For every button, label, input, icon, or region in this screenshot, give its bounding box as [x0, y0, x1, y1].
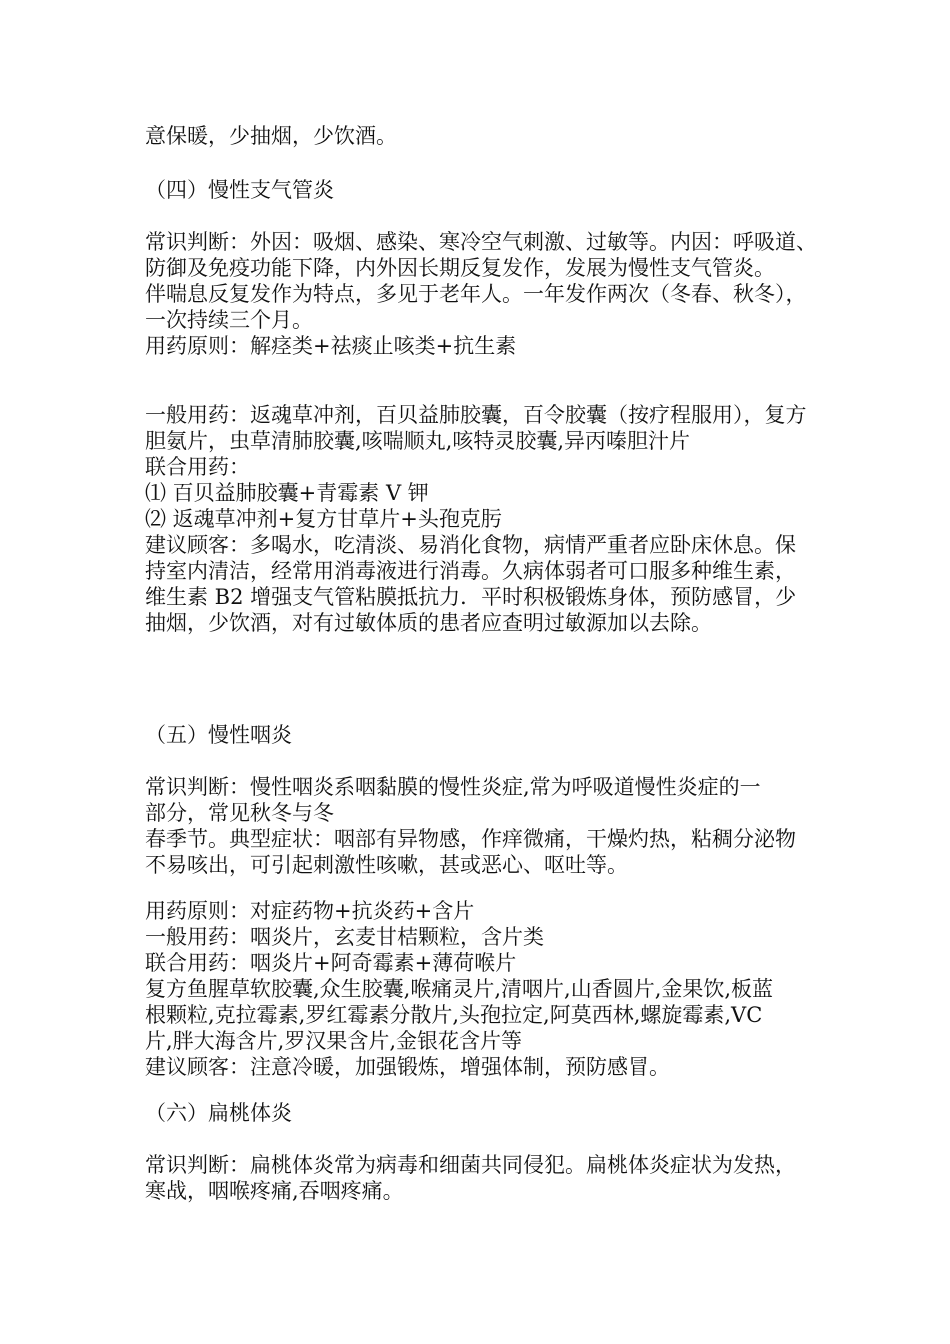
paragraph-line: 部分，常见秋冬与冬: [145, 801, 334, 825]
section-heading-tonsillitis: （六）扁桃体炎: [145, 1101, 292, 1125]
paragraph-line: 常识判断：外因：吸烟、感染、寒冷空气刺激、过敏等。内因：呼吸道、: [145, 230, 817, 254]
paragraph-line: 防御及免疫功能下降，内外因长期反复发作，发展为慢性支气管炎。: [145, 256, 775, 280]
paragraph-line: 根颗粒,克拉霉素,罗红霉素分散片,头孢拉定,阿莫西林,螺旋霉素,VC: [145, 1003, 763, 1027]
paragraph-line: 一般用药：咽炎片，玄麦甘桔颗粒，含片类: [145, 925, 544, 949]
paragraph-line: 不易咳出，可引起刺激性咳嗽，甚或恶心、呕吐等。: [145, 853, 628, 877]
section-heading-chronic-bronchitis: （四）慢性支气管炎: [145, 178, 334, 202]
paragraph-line: 春季节。典型症状：咽部有异物感，作痒微痛，干燥灼热，粘稠分泌物: [145, 827, 796, 851]
section-heading-chronic-pharyngitis: （五）慢性咽炎: [145, 723, 292, 747]
paragraph-line: 复方鱼腥草软胶囊,众生胶囊,喉痛灵片,清咽片,山香圆片,金果饮,板蓝: [145, 977, 774, 1001]
paragraph-line: 意保暖，少抽烟，少饮酒。: [145, 124, 397, 148]
paragraph-line: 建议顾客：注意冷暖，加强锻炼，增强体制，预防感冒。: [145, 1055, 670, 1079]
paragraph-line: 建议顾客：多喝水，吃清淡、易消化食物，病情严重者应卧床休息。保: [145, 533, 796, 557]
paragraph-line: 常识判断：慢性咽炎系咽黏膜的慢性炎症,常为呼吸道慢性炎症的一: [145, 775, 761, 799]
paragraph-line: 一般用药：返魂草冲剂，百贝益肺胶囊，百令胶囊（按疗程服用），复方: [145, 403, 807, 427]
paragraph-line: 伴喘息反复发作为特点，多见于老年人。一年发作两次（冬春、秋冬），: [145, 282, 807, 306]
paragraph-line: 维生素 B2 增强支气管粘膜抵抗力．平时积极锻炼身体，预防感冒，少: [145, 585, 797, 609]
paragraph-line: 持室内清洁，经常用消毒液进行消毒。久病体弱者可口服多种维生素，: [145, 559, 796, 583]
paragraph-line: 片,胖大海含片,罗汉果含片,金银花含片等: [145, 1029, 523, 1053]
paragraph-line: 寒战，咽喉疼痛,吞咽疼痛。: [145, 1179, 404, 1203]
paragraph-line: ⑵ 返魂草冲剂+复方甘草片+头孢克肟: [145, 507, 502, 531]
paragraph-line: 用药原则：对症药物+抗炎药+含片: [145, 899, 475, 923]
paragraph-line: 用药原则：解痉类+祛痰止咳类+抗生素: [145, 334, 517, 358]
paragraph-line: 胆氨片，虫草清肺胶囊,咳喘顺丸,咳特灵胶囊,异丙嗪胆汁片: [145, 429, 691, 453]
paragraph-line: 常识判断：扁桃体炎常为病毒和细菌共同侵犯。扁桃体炎症状为发热，: [145, 1153, 796, 1177]
paragraph-line: 联合用药：: [145, 455, 250, 479]
paragraph-line: ⑴ 百贝益肺胶囊+青霉素 V 钾: [145, 481, 429, 505]
paragraph-line: 抽烟，少饮酒，对有过敏体质的患者应查明过敏源加以去除。: [145, 611, 712, 635]
paragraph-line: 联合用药：咽炎片+阿奇霉素+薄荷喉片: [145, 951, 517, 975]
paragraph-line: 一次持续三个月。: [145, 308, 313, 332]
